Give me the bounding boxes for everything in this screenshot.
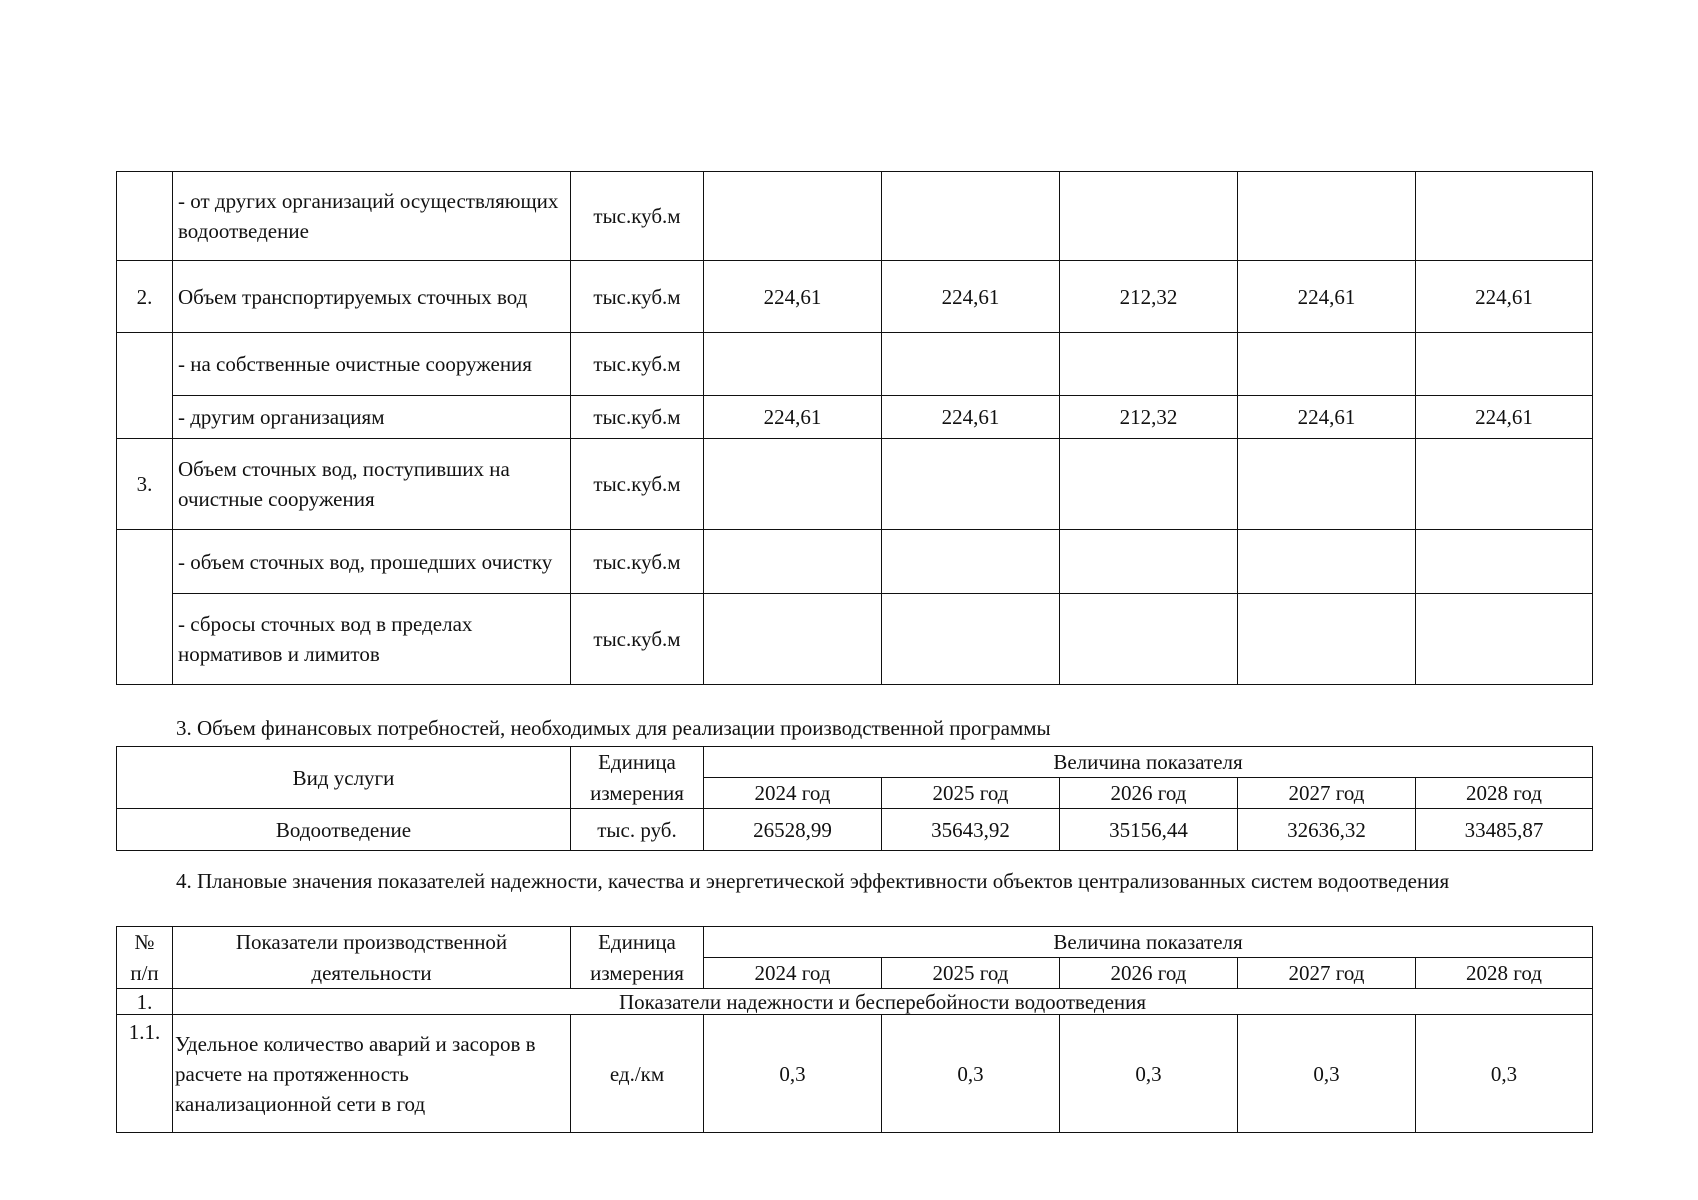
value-2025: 0,3 (882, 1015, 1060, 1133)
value-2024: 224,61 (704, 396, 882, 439)
value-2028: 33485,87 (1416, 809, 1593, 851)
value-2026: 212,32 (1060, 261, 1238, 333)
unit-header-line2: измерения (571, 958, 704, 989)
row-number: 1.1. (117, 1015, 173, 1133)
year-header: 2025 год (882, 958, 1060, 989)
row-number (117, 333, 173, 439)
row-name: - сбросы сточных вод в пределах нормативов и лимитов (173, 594, 571, 685)
value-2028 (1416, 439, 1593, 530)
value-header: Величина показателя (704, 927, 1593, 958)
unit-header-line1: Единица (571, 747, 704, 778)
year-header: 2028 год (1416, 778, 1593, 809)
value-2025: 224,61 (882, 261, 1060, 333)
group-number: 1. (117, 989, 173, 1015)
row-unit: тыс.куб.м (571, 333, 704, 396)
year-header: 2024 год (704, 778, 882, 809)
row-unit: тыс.куб.м (571, 439, 704, 530)
unit-header-line2: измерения (571, 778, 704, 809)
indicator-header-line2: деятельности (173, 958, 571, 989)
table-row (117, 1015, 1593, 1133)
value-2028: 224,61 (1416, 396, 1593, 439)
section-4-title: 4. Плановые значения показателей надежности, качества и энергетической эффективности объектов централизованных систем водоотведения (176, 869, 1450, 893)
value-2026 (1060, 333, 1238, 396)
table-row (117, 530, 1593, 594)
table-row (117, 172, 1593, 261)
number-header-line2: п/п (117, 958, 173, 989)
value-2027: 224,61 (1238, 396, 1416, 439)
value-2028 (1416, 530, 1593, 594)
year-header: 2025 год (882, 778, 1060, 809)
value-2024 (704, 530, 882, 594)
value-2025 (882, 172, 1060, 261)
table-row (117, 439, 1593, 530)
value-2024: 224,61 (704, 261, 882, 333)
value-2026: 35156,44 (1060, 809, 1238, 851)
row-unit: тыс.куб.м (571, 261, 704, 333)
group-title: Показатели надежности и бесперебойности водоотведения (173, 989, 1593, 1015)
table-row (117, 333, 1593, 396)
value-2024 (704, 172, 882, 261)
value-2026: 212,32 (1060, 396, 1238, 439)
row-unit: ед./км (571, 1015, 704, 1133)
value-2028: 0,3 (1416, 1015, 1593, 1133)
row-unit: тыс.куб.м (571, 172, 704, 261)
year-header: 2026 год (1060, 778, 1238, 809)
section-3-title: 3. Объем финансовых потребностей, необходимых для реализации производственной программы (176, 716, 1051, 740)
value-2028 (1416, 172, 1593, 261)
row-number (117, 172, 173, 261)
value-2028: 224,61 (1416, 261, 1593, 333)
row-name: Удельное количество аварий и засоров в расчете на протяженность канализационной сети в год (173, 1015, 571, 1133)
table-row (117, 396, 1593, 439)
header-row (117, 958, 1593, 989)
value-2026: 0,3 (1060, 1015, 1238, 1133)
year-header: 2027 год (1238, 958, 1416, 989)
row-number: 3. (117, 439, 173, 530)
row-unit: тыс. руб. (571, 809, 704, 851)
reliability-indicators-table (116, 926, 1593, 1133)
value-2025 (882, 333, 1060, 396)
value-2025 (882, 439, 1060, 530)
year-header: 2028 год (1416, 958, 1593, 989)
row-name: Объем сточных вод, поступивших на очистные сооружения (173, 439, 571, 530)
year-header: 2027 год (1238, 778, 1416, 809)
value-2026 (1060, 439, 1238, 530)
year-header: 2024 год (704, 958, 882, 989)
value-2027 (1238, 333, 1416, 396)
value-2027: 224,61 (1238, 261, 1416, 333)
row-name: - другим организациям (173, 396, 571, 439)
value-2027: 32636,32 (1238, 809, 1416, 851)
value-2027 (1238, 439, 1416, 530)
table-row (117, 261, 1593, 333)
value-2024 (704, 594, 882, 685)
value-2024: 26528,99 (704, 809, 882, 851)
service-header: Вид услуги (117, 747, 571, 809)
header-row (117, 927, 1593, 958)
value-2028 (1416, 333, 1593, 396)
volumes-table (116, 171, 1593, 685)
financial-needs-table (116, 746, 1593, 851)
value-2028 (1416, 594, 1593, 685)
row-unit: тыс.куб.м (571, 594, 704, 685)
row-name: - на собственные очистные сооружения (173, 333, 571, 396)
indicator-header-line1: Показатели производственной (173, 927, 571, 958)
unit-header-line1: Единица (571, 927, 704, 958)
number-header-line1: № (117, 927, 173, 958)
value-2025: 224,61 (882, 396, 1060, 439)
table-row (117, 594, 1593, 685)
value-2026 (1060, 172, 1238, 261)
table-row (117, 809, 1593, 851)
row-number: 2. (117, 261, 173, 333)
row-unit: тыс.куб.м (571, 530, 704, 594)
service-name: Водоотведение (117, 809, 571, 851)
value-2027 (1238, 594, 1416, 685)
row-name: - от других организаций осуществляющих водоотведение (173, 172, 571, 261)
row-unit: тыс.куб.м (571, 396, 704, 439)
value-2024 (704, 439, 882, 530)
value-2025: 35643,92 (882, 809, 1060, 851)
value-2024: 0,3 (704, 1015, 882, 1133)
value-2027 (1238, 530, 1416, 594)
row-name: Объем транспортируемых сточных вод (173, 261, 571, 333)
value-2026 (1060, 594, 1238, 685)
row-number (117, 530, 173, 685)
value-2026 (1060, 530, 1238, 594)
group-row (117, 989, 1593, 1015)
header-row (117, 747, 1593, 778)
value-2025 (882, 594, 1060, 685)
value-2024 (704, 333, 882, 396)
value-header: Величина показателя (704, 747, 1593, 778)
row-name: - объем сточных вод, прошедших очистку (173, 530, 571, 594)
year-header: 2026 год (1060, 958, 1238, 989)
value-2025 (882, 530, 1060, 594)
value-2027: 0,3 (1238, 1015, 1416, 1133)
value-2027 (1238, 172, 1416, 261)
